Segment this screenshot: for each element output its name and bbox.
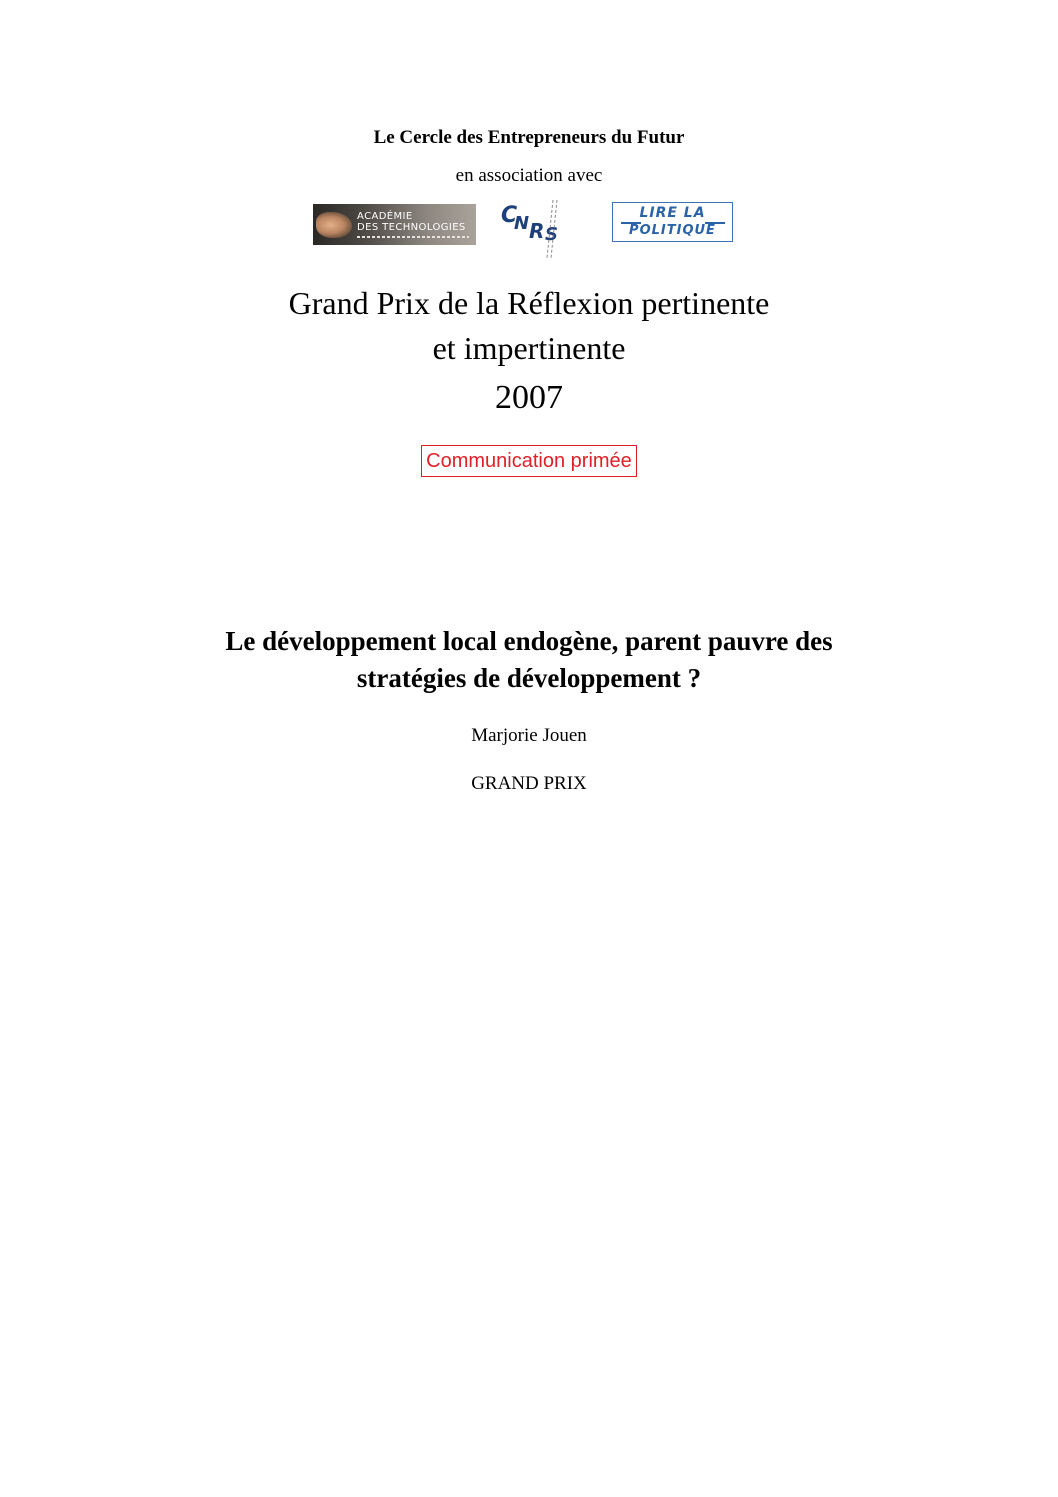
lire-la-politique-line2: POLITIQUE	[629, 223, 716, 238]
lire-la-politique-logo	[612, 202, 733, 242]
academie-logo-line1: ACADÉMIE	[357, 211, 413, 222]
cnrs-logo	[496, 196, 570, 260]
author-name: Marjorie Jouen	[471, 725, 587, 746]
association-text: en association avec	[455, 165, 603, 186]
handshake-icon	[316, 212, 352, 238]
cnrs-logo-graphic	[496, 196, 570, 260]
svg-text:S: S	[545, 224, 558, 245]
prize-title-line1: Grand Prix de la Réflexion pertinente	[288, 285, 770, 321]
svg-text:R: R	[529, 219, 545, 243]
partner-logos	[0, 196, 1058, 262]
communication-primee-badge: Communication primée	[421, 445, 637, 477]
paper-title-line2: stratégies de développement ?	[356, 663, 702, 693]
award-label: GRAND PRIX	[471, 773, 587, 794]
academie-logo-tagline	[357, 236, 469, 238]
svg-text:C: C	[501, 203, 518, 228]
prize-year: 2007	[495, 379, 563, 416]
svg-text:N: N	[514, 213, 530, 234]
organization-name: Le Cercle des Entrepreneurs du Futur	[373, 127, 685, 148]
academie-des-technologies-logo	[313, 204, 476, 245]
academie-logo-line2: DES TECHNOLOGIES	[357, 222, 466, 233]
paper-title-line1: Le développement local endogène, parent pauvre des	[225, 626, 833, 656]
lire-la-politique-line1: LIRE LA	[639, 205, 706, 221]
badge-container	[0, 445, 1058, 477]
prize-title-line2: et impertinente	[432, 330, 626, 366]
